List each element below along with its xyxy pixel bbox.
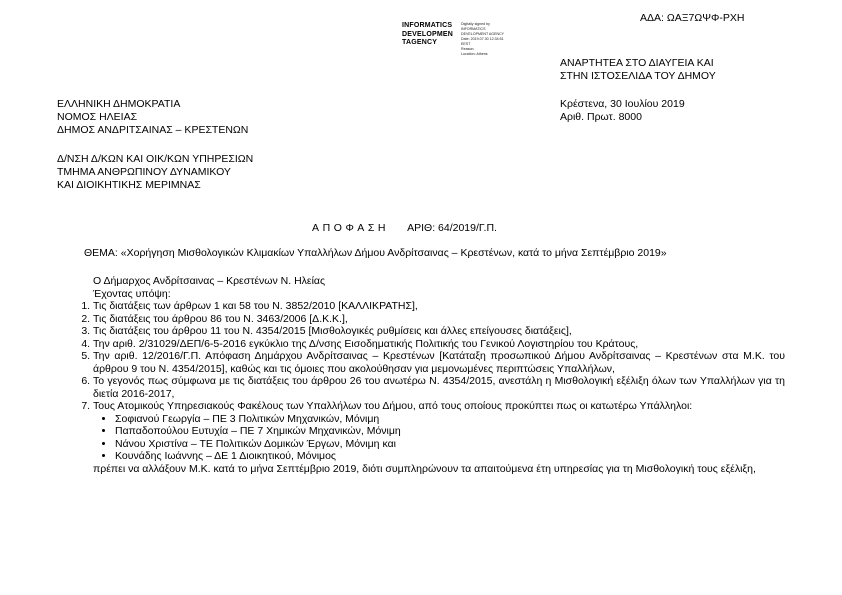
- publish-notice-line: ΣΤΗΝ ΙΣΤΟΣΕΛΙΔΑ ΤΟΥ ΔΗΜΟΥ: [560, 70, 716, 82]
- decision-heading: [312, 222, 497, 234]
- stamp-detail-line: EEST: [461, 42, 471, 46]
- publish-notice-line: ΑΝΑΡΤΗΤΕΑ ΣΤΟ ΔΙΑΥΓΕΙΑ ΚΑΙ: [560, 57, 714, 69]
- consideration-item: 1. Τις διατάξεις των άρθρων 1 και 58 του Ν. 3852/2010 [ΚΑΛΛΙΚΡΑΤΗΣ],: [93, 300, 785, 313]
- signature-stamp-details: [461, 22, 504, 57]
- consideration-item: 5. Την αριθ. 12/2016/Γ.Π. Απόφαση Δημάρχου Ανδρίτσαινας – Κρεστένων [Κατάταξη προσωπικού Δήμου Ανδρίτσαινας – Κρεστένων στα Μ.Κ. του άρθρου 9 του Ν. 4354/2015], καθώς και τις όμοιες που ακολούθησαν για μεμονωμένες περιπτώσεις Υπαλλήλων,: [93, 350, 785, 375]
- signature-stamp-org: [402, 22, 453, 48]
- employee-list: [57, 413, 785, 463]
- date-protocol-block: [560, 98, 685, 124]
- stamp-detail-line: Digitally signed by: [461, 22, 490, 26]
- decision-label: ΑΠΟΦΑΣΗ: [312, 222, 390, 234]
- consideration-item: 2. Τις διατάξεις του άρθρου 86 του Ν. 3463/2006 [Δ.Κ.Κ.],: [93, 313, 785, 326]
- publish-notice: [560, 57, 716, 83]
- protocol-number: Αριθ. Πρωτ. 8000: [560, 111, 642, 123]
- issuer-line: ΔΗΜΟΣ ΑΝΔΡΙΤΣΑΙΝΑΣ – ΚΡΕΣΤΕΝΩΝ: [57, 124, 249, 136]
- intro-line: Έχοντας υπόψη:: [93, 287, 171, 300]
- department-block: [57, 153, 253, 192]
- stamp-detail-line: Reason:: [461, 47, 475, 51]
- place-date: Κρέστενα, 30 Ιουλίου 2019: [560, 98, 685, 110]
- intro-line: Ο Δήμαρχος Ανδρίτσαινας – Κρεστένων Ν. Ηλείας: [93, 275, 326, 287]
- closing-paragraph: πρέπει να αλλάξουν Μ.Κ. κατά το μήνα Σεπτέμβριο 2019, διότι συμπληρώνουν τα απαιτούμενα έτη υπηρεσίας για τη Μισθολογική τους εξέλιξη,: [93, 462, 756, 475]
- stamp-detail-line: Location: Athens: [461, 52, 488, 56]
- stamp-detail-line: Date: 2019.07.30 12:34:51: [461, 37, 504, 41]
- document-body: [57, 275, 785, 475]
- issuer-line: ΝΟΜΟΣ ΗΛΕΙΑΣ: [57, 111, 138, 123]
- considerations-list: [57, 300, 785, 413]
- department-line: ΤΜΗΜΑ ΑΝΘΡΩΠΙΝΟΥ ΔΥΝΑΜΙΚΟΥ: [57, 166, 231, 178]
- stamp-org-line: TAGENCY: [402, 39, 438, 46]
- subject-line: ΘΕΜΑ: «Χορήγηση Μισθολογικών Κλιμακίων Υπαλλήλων Δήμου Ανδρίτσαινας – Κρεστένων, κατά το μήνα Σεπτέμβριο 2019»: [84, 247, 667, 259]
- issuer-block: [57, 98, 248, 137]
- consideration-item: 4. Την αριθ. 2/31029/ΔΕΠ/6-5-2016 εγκύκλιο της Δ/νσης Εισοδηματικής Πολιτικής του Γενικού Λογιστηρίου του Κράτους,: [93, 338, 785, 351]
- ada-code: ΑΔΑ: ΩΑΞ7ΩΨΦ-ΡΧΗ: [640, 12, 745, 24]
- stamp-org-line: INFORMATICS: [402, 22, 453, 29]
- consideration-item: 7. Τους Ατομικούς Υπηρεσιακούς Φακέλους των Υπαλλήλων του Δήμου, από τους οποίους προκύπτει πως οι κατωτέρω Υπάλληλοι:: [93, 400, 785, 413]
- consideration-item: 6. Το γεγονός πως σύμφωνα με τις διατάξεις του άρθρου 26 του ανωτέρω Ν. 4354/2015, ανεστάλη η Μισθολογική εξέλιξη όλων των Υπαλλήλων για τη διετία 2016-2017,: [93, 375, 785, 400]
- consideration-item: 3. Τις διατάξεις του άρθρου 11 του Ν. 4354/2015 [Μισθολογικές ρυθμίσεις και άλλες επείγουσες διατάξεις],: [93, 325, 785, 338]
- department-line: ΚΑΙ ΔΙΟΙΚΗΤΙΚΗΣ ΜΕΡΙΜΝΑΣ: [57, 179, 201, 191]
- employee-item: • Νάνου Χριστίνα – ΤΕ Πολιτικών Δομικών Έργων, Μόνιμη και: [115, 438, 785, 451]
- issuer-line: ΕΛΛΗΝΙΚΗ ΔΗΜΟΚΡΑΤΙΑ: [57, 98, 181, 110]
- employee-item: • Κουνάδης Ιωάννης – ΔΕ 1 Διοικητικού, Μόνιμος: [115, 450, 785, 463]
- department-line: Δ/ΝΣΗ Δ/ΚΩΝ ΚΑΙ ΟΙΚ/ΚΩΝ ΥΠΗΡΕΣΙΩΝ: [57, 153, 254, 165]
- employee-item: • Σοφιανού Γεωργία – ΠΕ 3 Πολιτικών Μηχανικών, Μόνιμη: [115, 413, 785, 426]
- stamp-detail-line: DEVELOPMENT AGENCY: [461, 32, 505, 36]
- decision-number: ΑΡΙΘ: 64/2019/Γ.Π.: [407, 222, 497, 234]
- stamp-org-line: DEVELOPMEN: [402, 30, 454, 38]
- stamp-detail-line: INFORMATICS: [461, 27, 486, 31]
- employee-item: • Παπαδοπούλου Ευτυχία – ΠΕ 7 Χημικών Μηχανικών, Μόνιμη: [115, 425, 785, 438]
